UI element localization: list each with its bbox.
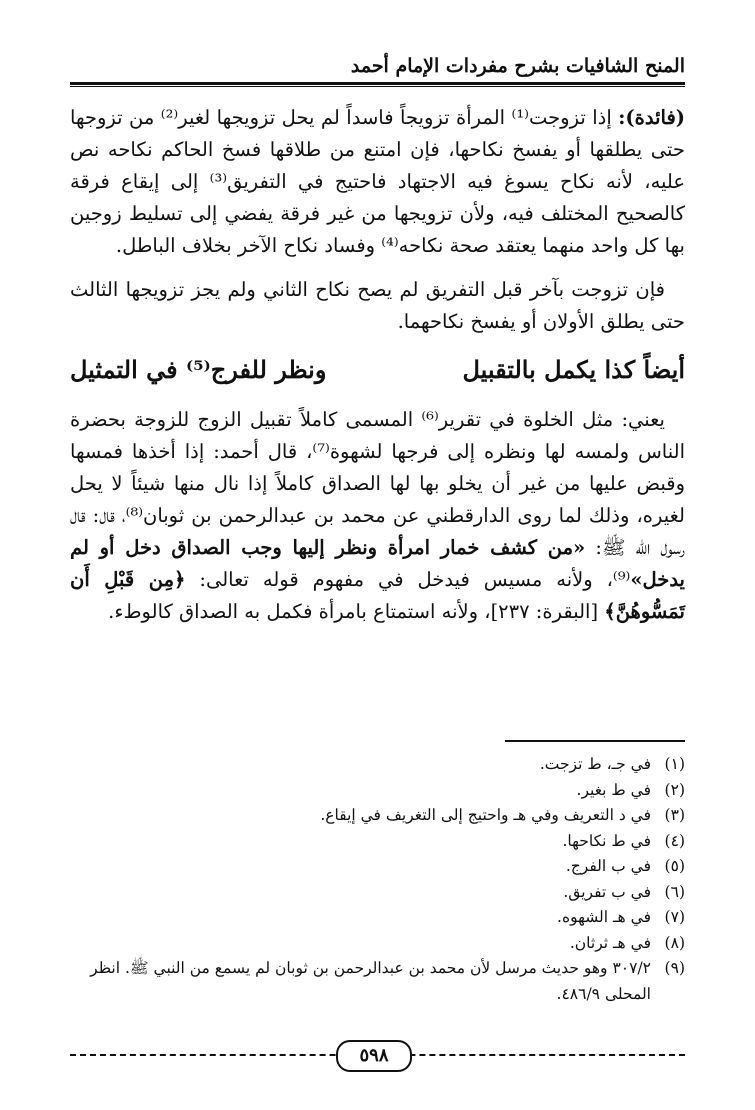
page-number: ٥٩٨ (336, 1040, 412, 1072)
verse-hemistich-right: أيضاً كذا يكمل بالتقبيل (462, 355, 685, 384)
footnote-text: في د التعريف وفي هـ واحتيج إلى التغريف في إيقاع. (320, 806, 651, 824)
explanation-text-a: يعني: مثل الخلوة في تقرير⁽⁶⁾ المسمى كاملاً تقبيل الزوج للزوجة بحضرة الناس ولمسه لها ونظره إلى فرجها لشهوة⁽⁷⁾، قال أحمد: إذا أخذها فمسها وقبض عليها من غير أن يخلو بها لها الصداق كاملاً إذا نال منها شيئاً لا يحل لغيره، وذلك لما روى الدارقطني عن محمد بن عبدالرحمن بن ثوبان⁽⁸⁾، قال: قال رسول الله ﷺ: (70, 408, 685, 559)
header-rule-thin (70, 86, 685, 87)
main-text (70, 102, 685, 640)
footnote-text: في ط بغير. (576, 780, 651, 799)
footnote-number: (٣) (664, 806, 685, 824)
footnote (70, 931, 685, 957)
footnote-separator (505, 740, 685, 742)
paragraph-fayda (70, 102, 685, 262)
footnote-text: ٣٠٧/٢ وهو حديث مرسل لأن محمد بن عبدالرحمن بن ثوبان لم يسمع من النبي ﷺ. انظر المحلى ٤٨٦/٩. (90, 959, 651, 1003)
footnote-text: في هـ ثرثان. (569, 933, 651, 952)
footnote (70, 880, 685, 906)
running-title: المنح الشافيات بشرح مفردات الإمام أحمد (350, 55, 685, 77)
explanation-text-b: ⁽⁹⁾، ولأنه مسيس فيدخل في مفهوم قوله تعالى: (185, 568, 631, 591)
footnote-number: (١) (664, 755, 685, 773)
footnote (70, 778, 685, 804)
footnote (70, 803, 685, 829)
footnote-number: (٦) (664, 882, 685, 901)
footnote (70, 829, 685, 855)
footnote-number: (٩) (664, 959, 685, 977)
footnote-number: (٨) (664, 933, 685, 952)
verse-line (70, 350, 685, 390)
quran-reference: [البقرة: ٢٣٧] (490, 600, 605, 623)
footnote (70, 956, 685, 1007)
footnote-text: في ط نكاحها. (562, 831, 651, 850)
footnotes (70, 752, 685, 1007)
footnote-text: في جـ، ط تزجت. (539, 755, 651, 773)
verse-hemistich-left: ونظر للفرج⁽⁵⁾ في التمثيل (70, 355, 327, 384)
hadith-quote: «من كشف خمار امرأة ونظر إليها وجب الصداق دخل أو لم يدخل» (70, 536, 685, 591)
footnote-text: في ب الفرج. (565, 857, 651, 875)
quran-quote: ﴿مِن قَبْلِ أَن تَمَسُّوهُنَّ﴾ (70, 568, 685, 623)
header-rule (70, 82, 685, 85)
footnote-number: (٢) (664, 780, 685, 799)
paragraph-explanation (70, 404, 685, 628)
explanation-text-c: ، ولأنه استمتاع بامرأة فكمل به الصداق كالوطء. (108, 600, 491, 623)
footnote (70, 854, 685, 880)
footnote-number: (٧) (664, 908, 685, 926)
paragraph-second-marriage: فإن تزوجت بآخر قبل التفريق لم يصح نكاح الثاني ولم يجز تزويجها الثالث حتى يطلق الأولان أو يفسخ نكاحهما. (70, 278, 685, 333)
footnote (70, 905, 685, 931)
footnote (70, 752, 685, 778)
footnote-text: في ب تفريق. (563, 882, 651, 901)
footnote-text: في هـ الشهوه. (557, 908, 651, 926)
footnote-number: (٥) (664, 857, 685, 875)
fayda-label: (فائدة): (618, 106, 685, 129)
fayda-text: إذا تزوجت⁽¹⁾ المرأة تزويجاً فاسداً لم يحل تزويجها لغير⁽²⁾ من تزوجها حتى يطلقها أو يفسخ نكاحها، فإن امتنع من طلاقها فسخ الحاكم نكاحه نص عليه، لأنه نكاح يسوغ فيه الاجتهاد فاحتيج في التفريق⁽³⁾ إلى إيقاع فرقة كالصحيح المختلف فيه، ولأن تزويجها من غير فرقة يفضي إلى تسليط زوجين بها كل واحد منهما يعتقد صحة نكاحه⁽⁴⁾ وفساد نكاح الآخر بخلاف الباطل. (70, 106, 686, 257)
footnote-number: (٤) (664, 831, 685, 850)
